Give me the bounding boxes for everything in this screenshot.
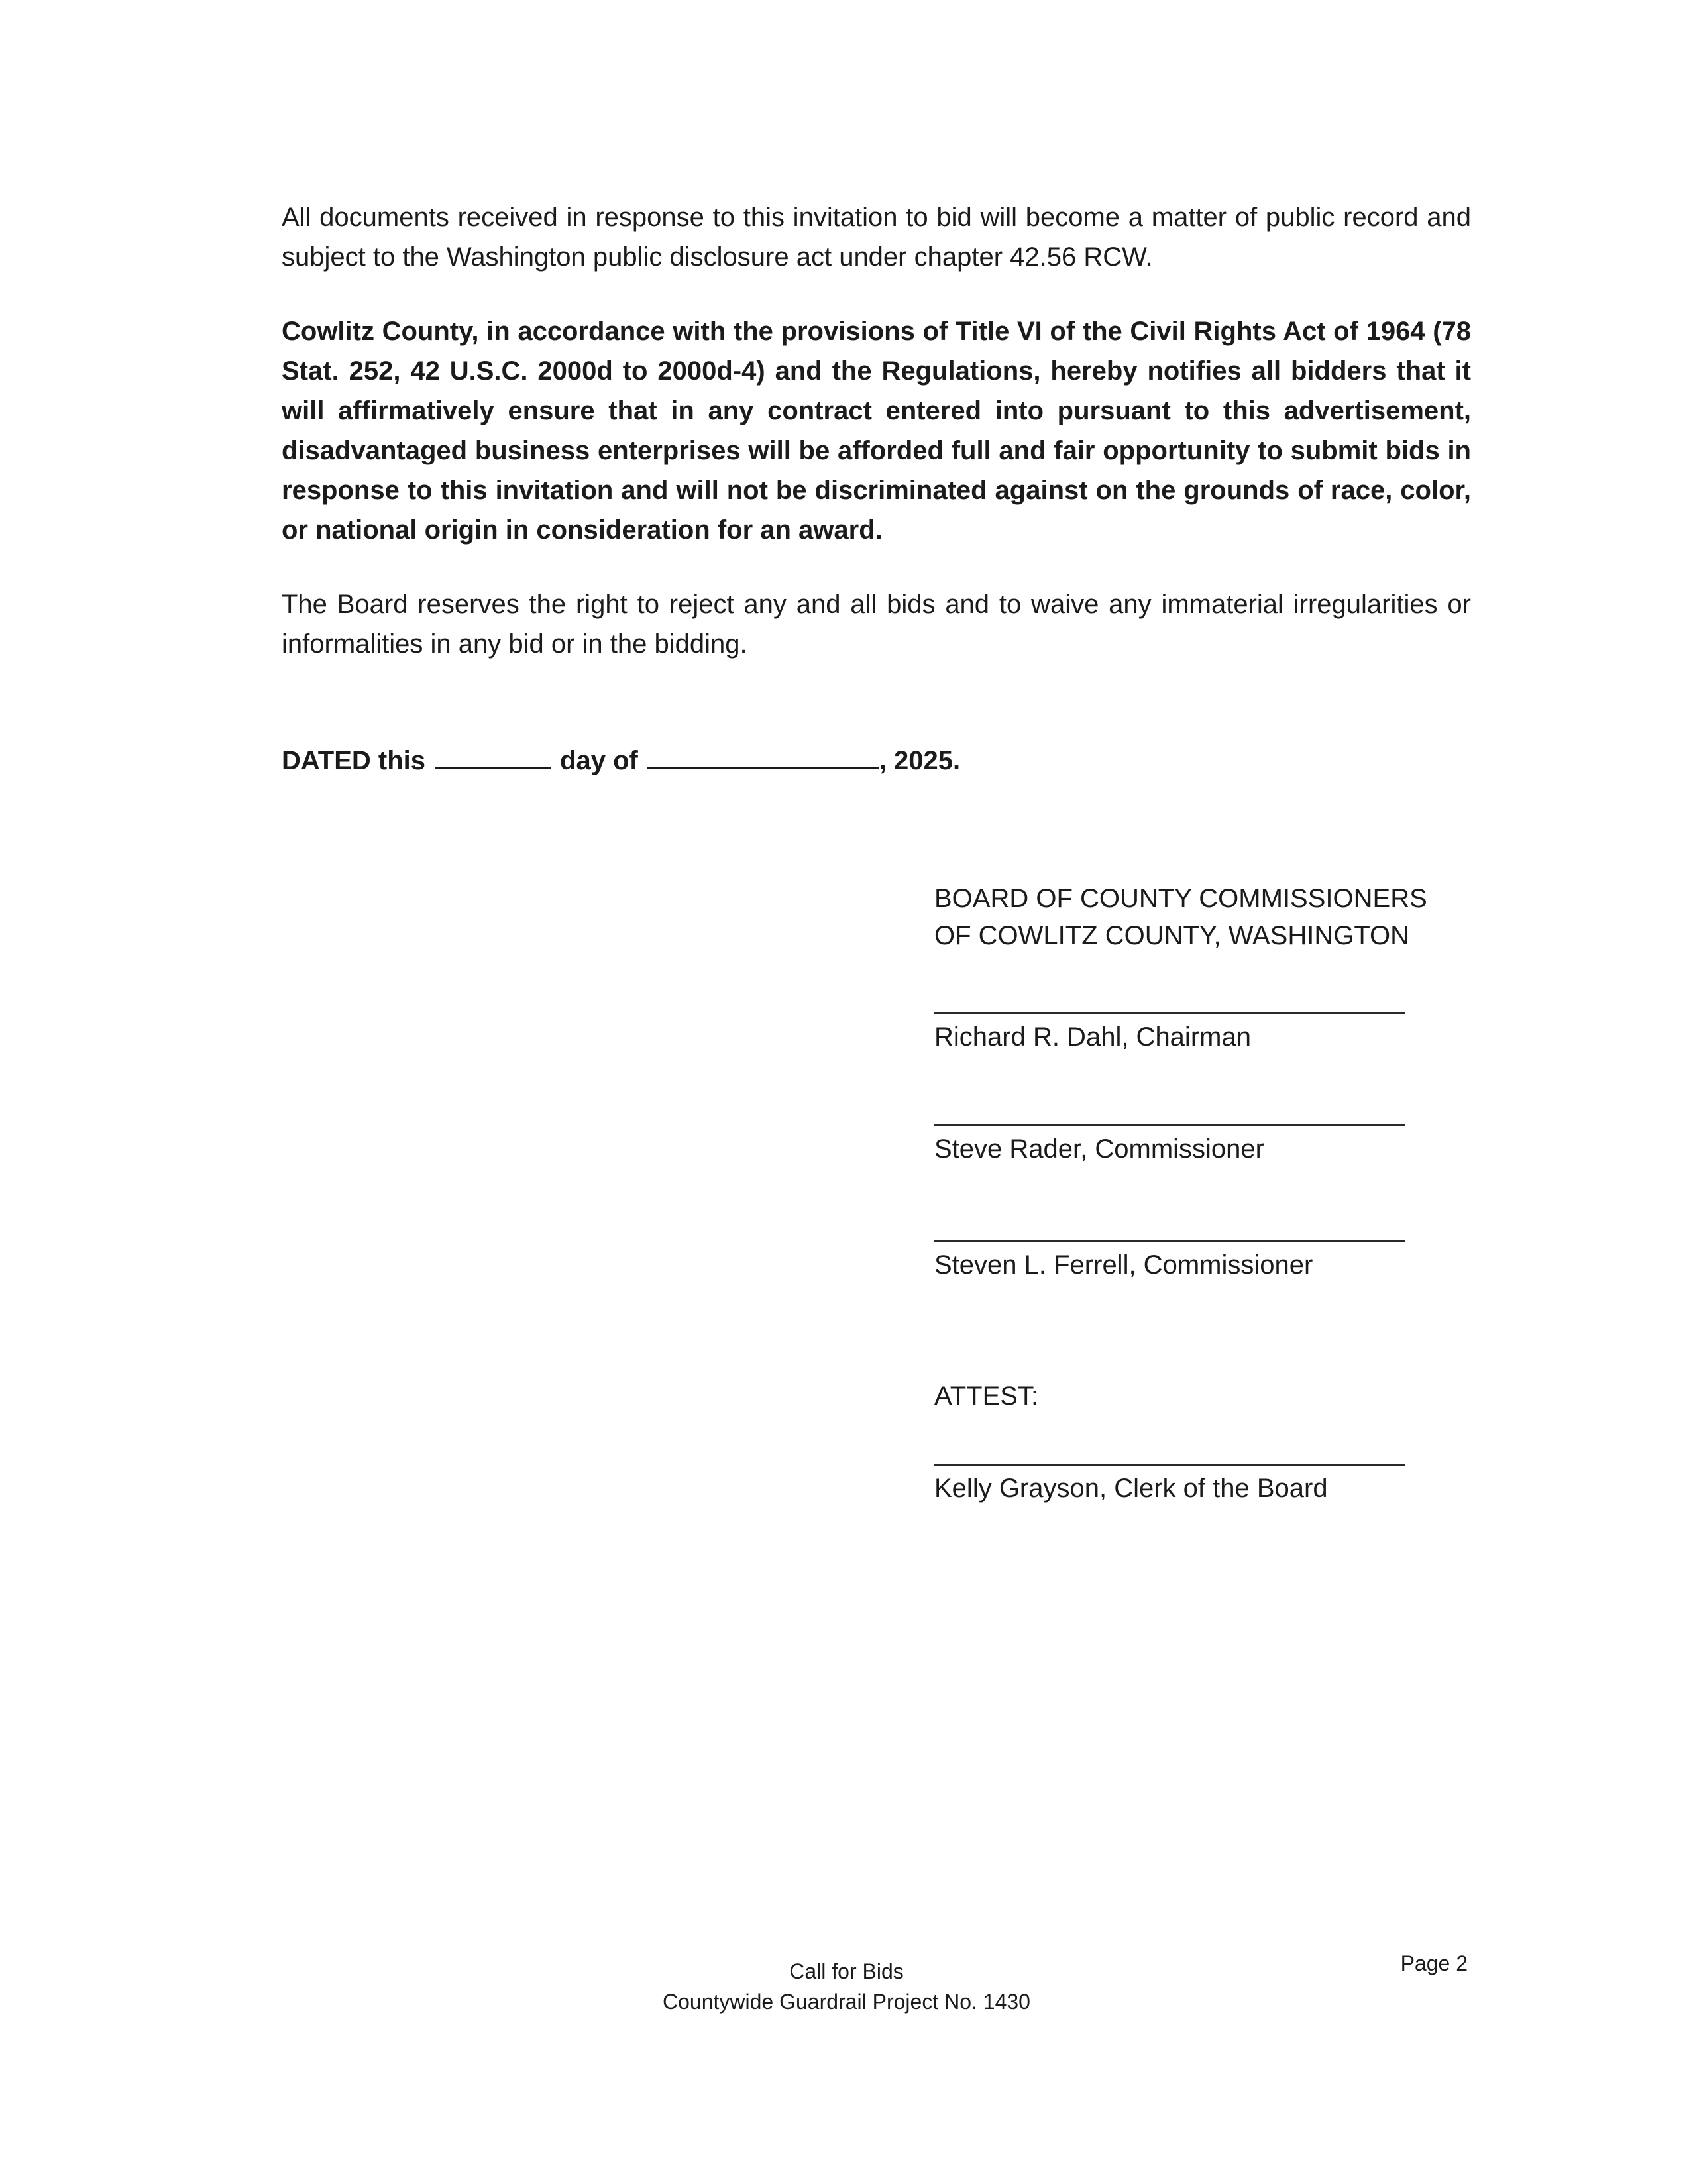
signatory-name: Steve Rader, Commissioner: [934, 1134, 1264, 1164]
footer-title: Call for Bids: [789, 1959, 904, 1983]
month-blank-line: [647, 745, 879, 769]
signature-line: [934, 1464, 1405, 1466]
signature-line: [934, 1240, 1405, 1242]
signature-line: [934, 1124, 1405, 1126]
signature-block: [934, 880, 1438, 1507]
dated-middle: day of: [560, 746, 638, 775]
signature-entry-clerk: [934, 1464, 1438, 1507]
signature-line: [934, 1012, 1405, 1014]
signatory-name: Steven L. Ferrell, Commissioner: [934, 1250, 1313, 1280]
paragraph-title-vi-notice: Cowlitz County, in accordance with the provisions of Title VI of the Civil Rights Act of 1964 (78 Stat. 252, 42 U.S.C. 2000d to 2000d-4) and the Regulations, hereby notifies all bidders that it will affirmatively ensure that in any contract entered into pursuant to this advertisement, disadvantaged business enterprises will be afforded full and fair opportunity to submit bids in response to this invitation and will not be discriminated against on the grounds of race, color, or national origin in consideration for an award.: [282, 317, 1471, 545]
signatory-name: Kelly Grayson, Clerk of the Board: [934, 1474, 1328, 1503]
board-heading-line2: OF COWLITZ COUNTY, WASHINGTON: [934, 921, 1410, 950]
paragraph-board-reserves: The Board reserves the right to reject any and all bids and to waive any immaterial irregularities or informalities in any bid or in the bidding.: [282, 590, 1471, 659]
paragraph-public-record: All documents received in response to this invitation to bid will become a matter of public record and subject to the Washington public disclosure act under chapter 42.56 RCW.: [282, 203, 1471, 272]
signatory-name: Richard R. Dahl, Chairman: [934, 1022, 1251, 1052]
board-heading-line1: BOARD OF COUNTY COMMISSIONERS: [934, 884, 1427, 913]
board-heading: [934, 880, 1438, 954]
dated-prefix: DATED this: [282, 746, 426, 775]
page-number: Page 2: [1400, 1951, 1468, 1975]
signature-entry-commissioner-1: [934, 1124, 1438, 1168]
dated-line: [282, 741, 960, 781]
attest-label: ATTEST:: [934, 1382, 1039, 1411]
dated-suffix: , 2025.: [879, 746, 961, 775]
footer-subtitle: Countywide Guardrail Project No. 1430: [663, 1990, 1030, 2014]
document-body: [282, 197, 1471, 698]
signature-entry-chairman: [934, 1012, 1438, 1056]
signature-entry-commissioner-2: [934, 1240, 1438, 1283]
day-blank-line: [435, 745, 551, 769]
